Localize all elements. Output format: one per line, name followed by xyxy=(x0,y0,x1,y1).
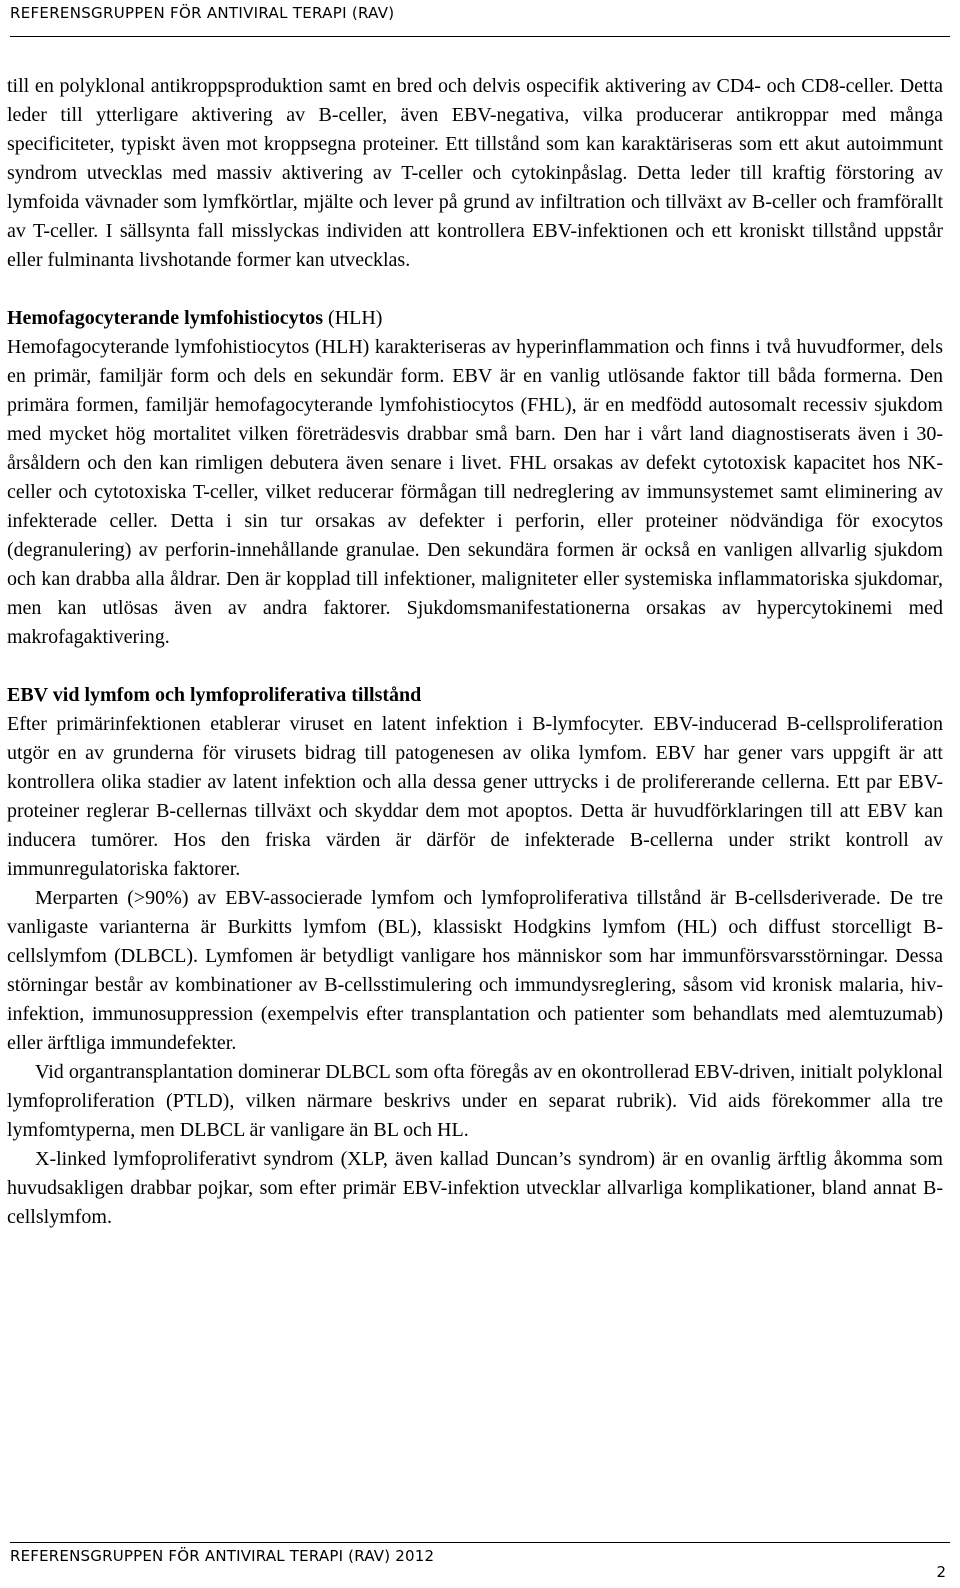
paragraph-4: Merparten (>90%) av EBV-associerade lymfom och lymfoproliferativa tillstånd är B-cellsderiverade. De tre vanligaste varianterna är Burkitts lymfom (BL), klassiskt Hodgkins lymfom (HL) och diffust storcelligt B-cellslymfom (DLBCL). Lymfomen är betydligt vanligare hos människor som har immunförsvarsstörningar. Dessa störningar består av kombinationer av B-cellsstimulering och immundysreglering, såsom vid kronisk malaria, hiv-infektion, immunosuppression (exempelvis efter transplantation och patienter som behandlats med alemtuzumab) eller ärftliga immundefekter. xyxy=(7,887,943,1054)
page-number: 2 xyxy=(936,1563,946,1581)
heading-abbrev: (HLH) xyxy=(323,307,383,329)
paragraph-3: Efter primärinfektionen etablerar viruset en latent infektion i B-lymfocyter. EBV-inducerad B-cellsproliferation utgör en av grunderna för virusets bidrag till patogenesen av olika lymfom. EBV har gener vars uppgift är att kontrollera olika stadier av latent infektion och alla dessa gener uttrycks i de prolifererande cellerna. Ett par EBV-proteiner reglerar B-cellernas tillväxt och skyddar dem mot apoptos. Detta är huvudförklaringen till att EBV kan inducera tumörer. Hos den friska värden är därför de infekterade B-cellerna under strikt kontroll av immunregulatoriska faktorer. xyxy=(7,713,943,880)
section-heading-lymfom: EBV vid lymfom och lymfoproliferativa tillstånd xyxy=(7,684,422,706)
heading-bold-part: Hemofagocyterande lymfohistiocytos xyxy=(7,307,324,329)
paragraph-6: X-linked lymfoproliferativt syndrom (XLP, även kallad Duncan’s syndrom) är en ovanlig ärftlig åkomma som huvudsakligen drabbar pojkar, som efter primär EBV-infektion utvecklar allvarliga komplikationer, bland annat B-cellslymfom. xyxy=(7,1148,943,1228)
paragraph-gap xyxy=(7,275,943,304)
paragraph-1: till en polyklonal antikroppsproduktion samt en bred och delvis ospecifik aktivering av CD4- och CD8-celler. Detta leder till ytterligare aktivering av B-celler, även EBV-negativa, vilka producerar antikroppar med många specificiteter, typiskt även mot kroppsegna proteiner. Ett tillstånd som kan karaktäriseras som ett akut autoimmunt syndrom utvecklas med massiv aktivering av T-celler och cytokinpåslag. Detta leder till kraftig förstoring av lymfoida vävnader som lymfkörtlar, mjälte och lever på grund av infiltration och tillväxt av B-celler och framförallt av T-celler. I sällsynta fall misslyckas individen att kontrollera EBV-infektionen och ett kroniskt tillstånd uppstår eller fulminanta livshotande former kan utvecklas. xyxy=(7,75,943,271)
paragraph-2: Hemofagocyterande lymfohistiocytos (HLH) karakteriseras av hyperinflammation och finns i två huvudformer, dels en primär, familjär form och dels en sekundär form. EBV är en vanlig utlösande faktor till båda formerna. Den primära formen, familjär hemofagocyterande lymfohistiocytos (FHL), är en medfödd autosomalt recessiv sjukdom med mycket hög mortalitet vilken företrädesvis drabbar små barn. Den har i vårt land diagnostiserats även i 30-årsåldern och den kan rimligen debutera även senare i livet. FHL orsakas av defekt cytotoxisk kapacitet hos NK-celler och cytotoxiska T-celler, vilket reducerar förmågan till nedreglering av immunsystemet samt eliminering av infekterade celler. Detta i sin tur orsakas av defekter i perforin, eller proteiner nödvändiga för exocytos (degranulering) av perforin-innehållande granulae. Den sekundära formen är också en vanligen allvarlig sjukdom och kan drabba alla åldrar. Den är kopplad till infektioner, maligniteter eller systemiska inflammatoriska sjukdomar, men kan utlösas även av andra faktorer. Sjukdomsmanifestationerna orsakas av hypercytokinemi med makrofagaktivering. xyxy=(7,336,943,648)
paragraph-5: Vid organtransplantation dominerar DLBCL som ofta föregås av en okontrollerad EBV-driven, initialt polyklonal lymfoproliferation (PTLD), vilken närmare beskrivs under en separat rubrik). Vid aids förekommer alla tre lymfomtyperna, men DLBCL är vanligare än BL och HL. xyxy=(7,1061,943,1141)
document-body xyxy=(7,72,943,1232)
page-header xyxy=(10,0,950,37)
footer-text: REFERENSGRUPPEN FÖR ANTIVIRAL TERAPI (RAV) 2012 xyxy=(10,1547,435,1565)
page-footer xyxy=(10,1542,950,1583)
paragraph-gap xyxy=(7,652,943,681)
header-title: REFERENSGRUPPEN FÖR ANTIVIRAL TERAPI (RAV) xyxy=(10,4,395,22)
section-heading-hlh xyxy=(7,304,943,333)
